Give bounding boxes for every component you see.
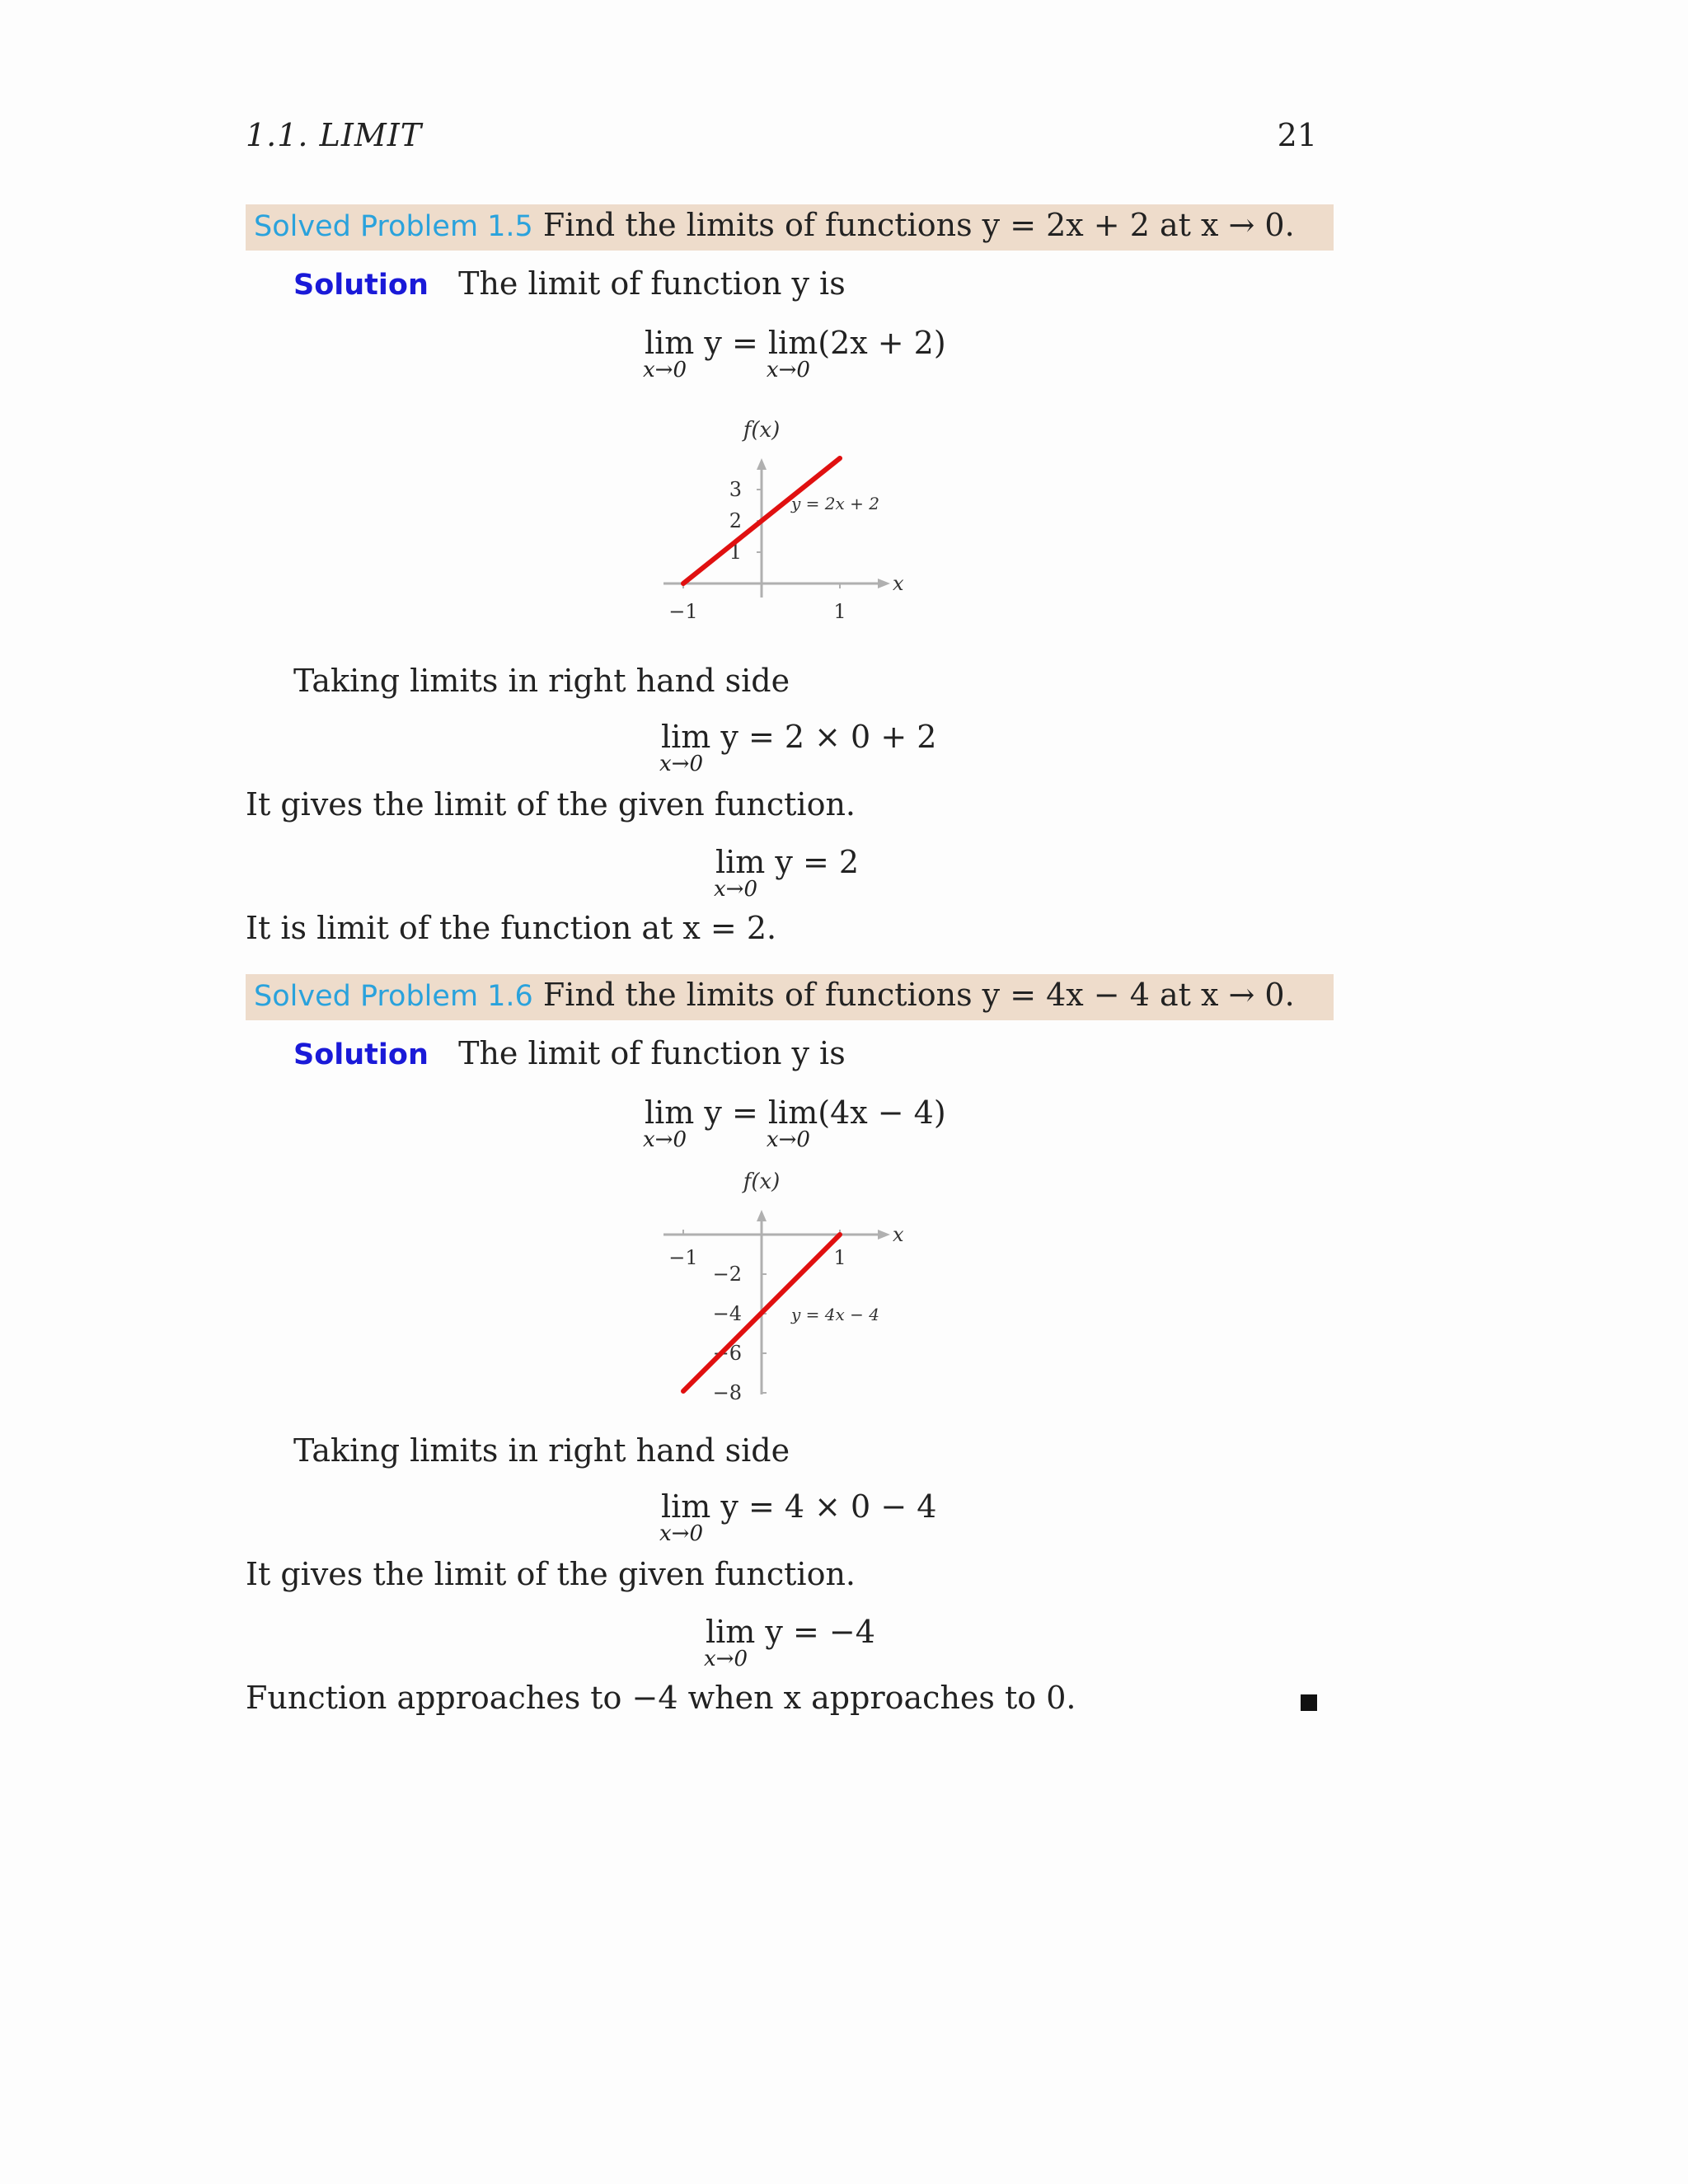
x-tick-label: −1 (668, 600, 698, 623)
limit-subscript: x→0 (659, 1521, 703, 1546)
problem-1-6-bar (246, 974, 1334, 1020)
limit-subscript: x→0 (643, 1127, 687, 1152)
equation-right: lim(4x − 4) (767, 1094, 946, 1131)
solution-intro: The limit of function y is (458, 1035, 846, 1071)
equation: lim y = 4 × 0 − 4 (661, 1488, 937, 1525)
limit-subscript: x→0 (766, 1127, 810, 1152)
solution-intro: The limit of function y is (458, 265, 846, 302)
equation: lim y = 2 × 0 + 2 (661, 719, 937, 755)
conclusion-text: Function approaches to −4 when x approaches to 0. (246, 1680, 1076, 1716)
equation: lim y = 2 (715, 844, 860, 880)
y-axis-arrow-icon (757, 458, 767, 470)
page-number: 21 (1277, 117, 1317, 153)
conclusion-text: It is limit of the function at x = 2. (246, 910, 777, 946)
solution-line (293, 265, 846, 302)
problem-statement: Find the limits of functions y = 2x + 2 at x → 0. (542, 207, 1295, 243)
x-tick-label: 1 (833, 1246, 846, 1269)
limit-evaluation (659, 1488, 937, 1546)
x-axis-arrow-icon (878, 1230, 890, 1240)
y-tick-label: 1 (729, 541, 742, 564)
limit-result (714, 844, 860, 902)
problem-label: Solved Problem 1.5 (254, 210, 533, 243)
function-line-label: y = 2x + 2 (791, 494, 879, 513)
problem-label: Solved Problem 1.6 (254, 980, 533, 1013)
limit-subscript: x→0 (659, 752, 703, 776)
equation-left: lim y = (645, 325, 758, 361)
y-tick-label: 3 (729, 478, 742, 501)
equation: lim y = −4 (706, 1614, 875, 1650)
solution-line (293, 1035, 846, 1071)
limit-subscript: x→0 (714, 877, 757, 902)
x-tick-label: 1 (833, 600, 846, 623)
x-axis-label: x (893, 1223, 904, 1246)
equation-right: lim(2x + 2) (767, 325, 946, 361)
y-tick-label: 2 (729, 509, 742, 532)
y-axis-label: f(x) (743, 418, 781, 443)
limit-equation (643, 325, 946, 382)
gives-text: It gives the limit of the given function. (246, 786, 856, 823)
x-axis-arrow-icon (878, 579, 890, 588)
running-head: 1.1. LIMIT (246, 117, 423, 153)
taking-limits-text: Taking limits in right hand side (293, 663, 790, 699)
y-axis-arrow-icon (757, 1210, 767, 1221)
limit-result (704, 1614, 875, 1671)
x-axis-label: x (893, 572, 904, 595)
y-tick-label: −4 (712, 1302, 742, 1325)
problem-1-5-bar (246, 204, 1334, 251)
y-tick-label: −8 (712, 1381, 742, 1404)
limit-evaluation (659, 719, 937, 776)
y-tick-label: −6 (712, 1342, 742, 1365)
limit-subscript: x→0 (766, 358, 810, 382)
graph-y-4x-minus-4 (651, 1170, 915, 1409)
qed-square-icon (1301, 1694, 1317, 1711)
taking-limits-text: Taking limits in right hand side (293, 1432, 790, 1469)
limit-subscript: x→0 (643, 358, 687, 382)
solution-label: Solution (293, 269, 429, 302)
equation-left: lim y = (645, 1094, 758, 1131)
y-tick-label: −2 (712, 1263, 742, 1286)
graph-y-2x-plus-2 (651, 412, 915, 635)
function-line-label: y = 4x − 4 (791, 1305, 879, 1324)
limit-equation (643, 1094, 946, 1152)
x-tick-label: −1 (668, 1246, 698, 1269)
y-axis-label: f(x) (743, 1170, 781, 1194)
limit-subscript: x→0 (704, 1647, 748, 1671)
solution-label: Solution (293, 1038, 429, 1071)
gives-text: It gives the limit of the given function. (246, 1556, 856, 1592)
problem-statement: Find the limits of functions y = 4x − 4 at x → 0. (542, 977, 1295, 1013)
